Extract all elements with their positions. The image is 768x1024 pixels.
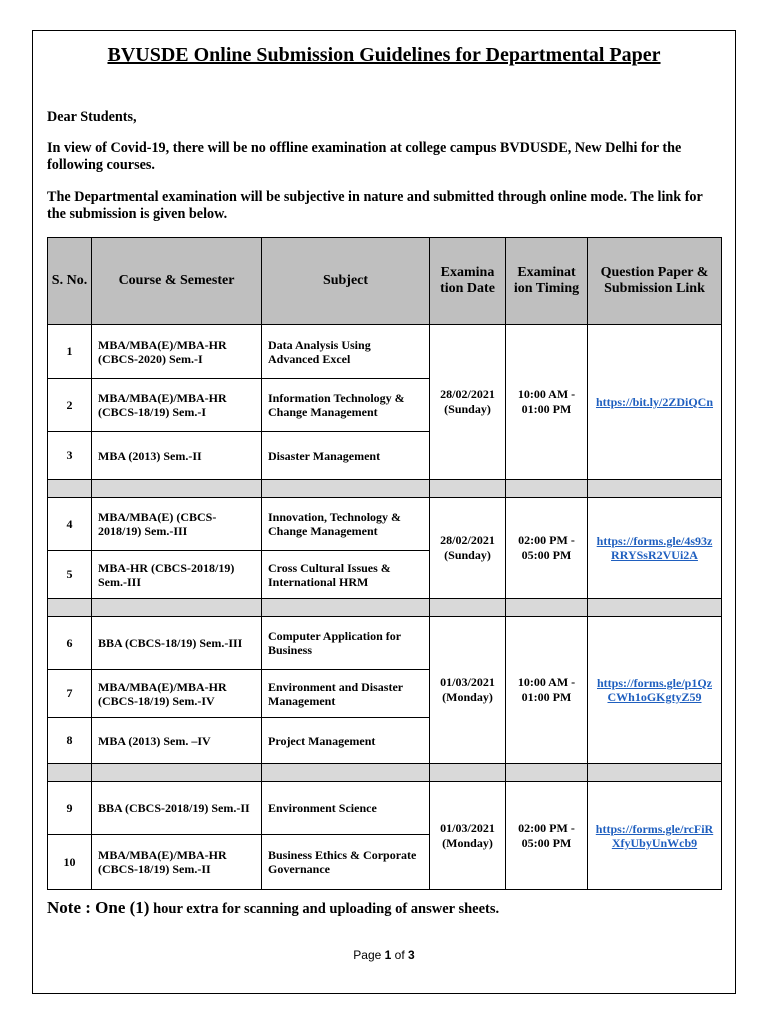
note-text: hour extra for scanning and uploading of answer sheets. xyxy=(149,901,500,917)
cell-subject: Cross Cultural Issues & International HRM xyxy=(262,551,430,599)
cell-sno: 6 xyxy=(48,617,92,670)
cell-course: MBA/MBA(E) (CBCS-2018/19) Sem.-III xyxy=(92,498,262,551)
cell-subject: Computer Application for Business xyxy=(262,617,430,670)
group-separator-row xyxy=(48,764,722,782)
note-lead: Note : One (1) xyxy=(47,898,150,917)
cell-course: MBA-HR (CBCS-2018/19) Sem.-III xyxy=(92,551,262,599)
submission-link[interactable]: https://forms.gle/p1QzCWh1oGKgtyZ59 xyxy=(597,676,712,704)
cell-exam-timing: 10:00 AM - 01:00 PM xyxy=(506,617,588,764)
table-header-row xyxy=(48,238,722,325)
greeting: Dear Students, xyxy=(47,109,137,125)
cell-submission-link xyxy=(588,498,722,599)
header-submission-link: Question Paper & Submission Link xyxy=(588,238,722,325)
cell-course: BBA (CBCS-2018/19) Sem.-II xyxy=(92,782,262,835)
exam-day: (Monday) xyxy=(442,690,493,704)
page-of: of xyxy=(391,948,409,962)
cell-submission-link xyxy=(588,325,722,480)
cell-subject: Innovation, Technology & Change Management xyxy=(262,498,430,551)
cell-sno: 8 xyxy=(48,718,92,764)
table-row xyxy=(48,325,722,379)
note xyxy=(47,898,499,918)
header-exam-date: Examina tion Date xyxy=(430,238,506,325)
cell-course: MBA (2013) Sem. –IV xyxy=(92,718,262,764)
cell-submission-link xyxy=(588,617,722,764)
header-course: Course & Semester xyxy=(92,238,262,325)
page-title: BVUSDE Online Submission Guidelines for Departmental Paper xyxy=(107,44,661,66)
exam-date: 01/03/2021 xyxy=(440,675,495,689)
cell-sno: 7 xyxy=(48,670,92,718)
cell-sno: 10 xyxy=(48,835,92,890)
cell-exam-timing: 02:00 PM - 05:00 PM xyxy=(506,782,588,890)
cell-subject: Disaster Management xyxy=(262,432,430,480)
header-exam-timing: Examinat ion Timing xyxy=(506,238,588,325)
table-row xyxy=(48,617,722,670)
cell-exam-date xyxy=(430,782,506,890)
cell-subject: Project Management xyxy=(262,718,430,764)
exam-day: (Sunday) xyxy=(444,548,491,562)
cell-sno: 4 xyxy=(48,498,92,551)
cell-course: BBA (CBCS-18/19) Sem.-III xyxy=(92,617,262,670)
cell-course: MBA/MBA(E)/MBA-HR (CBCS-18/19) Sem.-IV xyxy=(92,670,262,718)
cell-sno: 3 xyxy=(48,432,92,480)
exam-date: 28/02/2021 xyxy=(440,533,495,547)
group-separator-row xyxy=(48,480,722,498)
cell-exam-date xyxy=(430,325,506,480)
page-number xyxy=(0,948,768,962)
exam-day: (Monday) xyxy=(442,835,493,850)
submission-paragraph: The Departmental examination will be subjective in nature and submitted through online mode. The link for the submission is given below. xyxy=(47,189,703,222)
intro-paragraph: In view of Covid-19, there will be no offline examination at college campus BVDUSDE, New Delhi for the following courses. xyxy=(47,140,682,173)
cell-subject: Environment and Disaster Management xyxy=(262,670,430,718)
cell-subject: Data Analysis Using Advanced Excel xyxy=(262,325,430,379)
page-current: 1 xyxy=(384,948,392,962)
cell-exam-timing: 10:00 AM - 01:00 PM xyxy=(506,325,588,480)
page-prefix: Page xyxy=(353,948,385,962)
cell-subject: Environment Science xyxy=(262,782,430,835)
cell-course: MBA/MBA(E)/MBA-HR (CBCS-2020) Sem.-I xyxy=(92,325,262,379)
submission-link[interactable]: https://forms.gle/rcFiRXfyUbyUnWcb9 xyxy=(595,821,714,850)
cell-exam-timing: 02:00 PM - 05:00 PM xyxy=(506,498,588,599)
cell-sno: 1 xyxy=(48,325,92,379)
page-total: 3 xyxy=(408,948,415,962)
cell-subject: Information Technology & Change Management xyxy=(262,379,430,432)
table-row xyxy=(48,498,722,551)
exam-schedule-table xyxy=(47,237,722,890)
group-separator-row xyxy=(48,599,722,617)
cell-sno: 9 xyxy=(48,782,92,835)
exam-date: 28/02/2021 xyxy=(440,387,495,401)
cell-exam-date xyxy=(430,498,506,599)
header-sno: S. No. xyxy=(48,238,92,325)
cell-course: MBA/MBA(E)/MBA-HR (CBCS-18/19) Sem.-II xyxy=(92,835,262,890)
cell-subject: Business Ethics & Corporate Governance xyxy=(262,835,430,890)
exam-day: (Sunday) xyxy=(444,402,491,416)
cell-submission-link xyxy=(588,782,722,890)
cell-course: MBA/MBA(E)/MBA-HR (CBCS-18/19) Sem.-I xyxy=(92,379,262,432)
cell-exam-date xyxy=(430,617,506,764)
cell-course: MBA (2013) Sem.-II xyxy=(92,432,262,480)
cell-sno: 5 xyxy=(48,551,92,599)
submission-link[interactable]: https://bit.ly/2ZDiQCn xyxy=(595,395,714,409)
header-subject: Subject xyxy=(262,238,430,325)
exam-date: 01/03/2021 xyxy=(440,820,495,835)
submission-link[interactable]: https://forms.gle/4s93zRRYSsR2VUi2A xyxy=(596,534,713,562)
cell-sno: 2 xyxy=(48,379,92,432)
table-row xyxy=(48,782,722,835)
